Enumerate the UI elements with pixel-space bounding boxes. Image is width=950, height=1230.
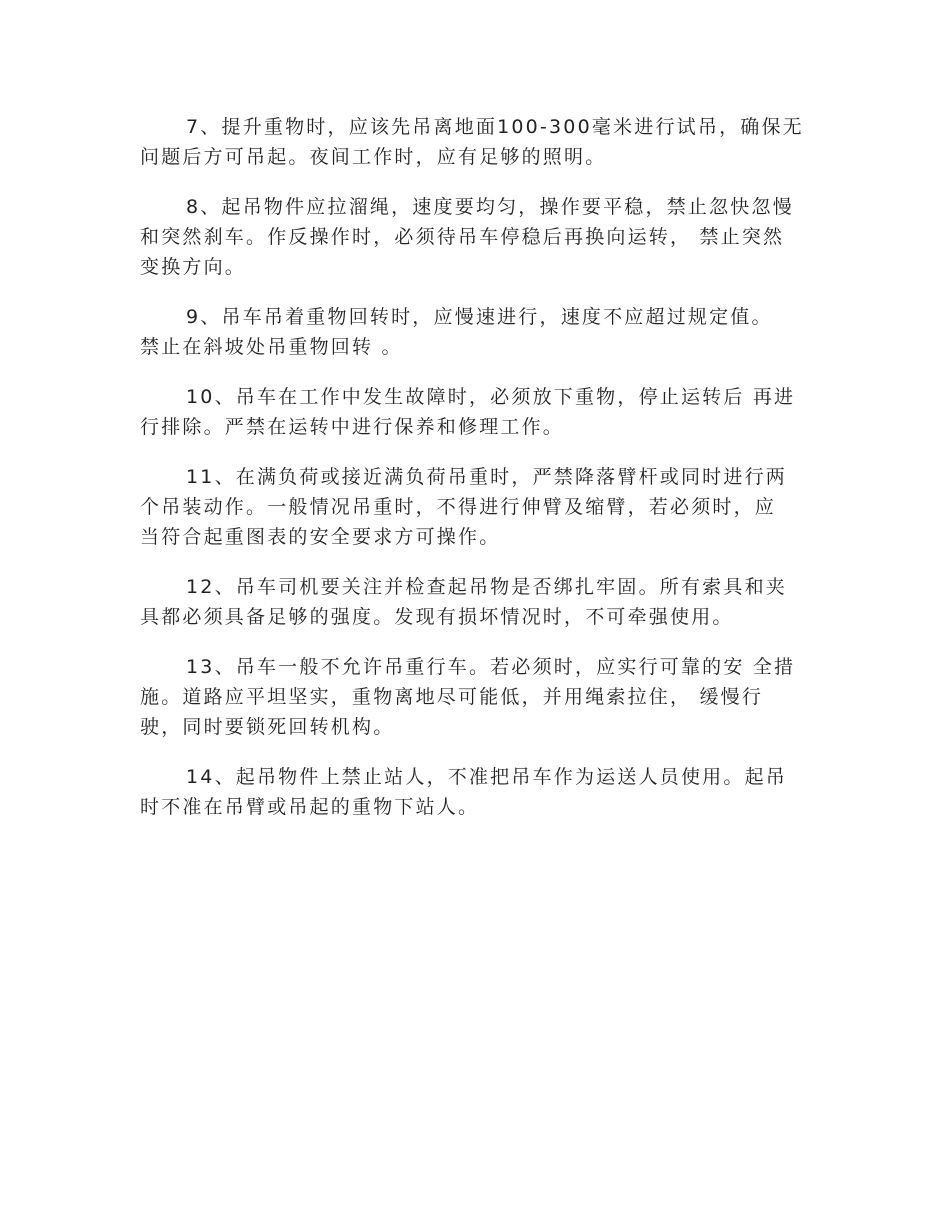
text-line: 14、起吊物件上禁止站人，不准把吊车作为运送人员使用。起吊: [186, 766, 787, 788]
text-line: 具都必须具备足够的强度。发现有损坏情况时，不可牵强使用。: [140, 606, 734, 628]
text-line: 当符合起重图表的安全要求方可操作。: [140, 526, 501, 548]
paragraph-9: [140, 302, 812, 362]
text-line: 13、吊车一般不允许吊重行车。若必须时，应实行可靠的安 全措: [186, 656, 796, 678]
text-line: 变换方向。: [140, 256, 247, 278]
text-line: 问题后方可吊起。夜间工作时，应有足够的照明。: [140, 146, 607, 168]
text-line: 7、提升重物时，应该先吊离地面100-300毫米进行试吊，确保无: [186, 116, 804, 138]
text-line: 10、吊车在工作中发生故障时，必须放下重物，停止运转后 再进: [186, 386, 796, 408]
paragraph-12: [140, 572, 812, 632]
paragraph-7: [140, 112, 812, 172]
text-line: 行排除。严禁在运转中进行保养和修理工作。: [140, 416, 565, 438]
text-line: 和突然刹车。作反操作时，必须待吊车停稳后再换向运转， 禁止突然: [140, 226, 785, 248]
paragraph-11: [140, 462, 812, 552]
paragraph-10: [140, 382, 812, 442]
text-line: 个吊装动作。一般情况吊重时，不得进行伸臂及缩臂，若必须时，应: [140, 496, 777, 518]
text-line: 施。道路应平坦坚实，重物离地尽可能低，并用绳索拉住， 缓慢行: [140, 686, 764, 708]
text-line: 12、吊车司机要关注并检查起吊物是否绑扎牢固。所有索具和夹: [186, 576, 787, 598]
text-line: 9、吊车吊着重物回转时，应慢速进行，速度不应超过规定值。: [186, 306, 773, 328]
document-body: [140, 112, 812, 842]
paragraph-8: [140, 192, 812, 282]
text-line: 禁止在斜坡处吊重物回转 。: [140, 336, 403, 358]
text-line: 11、在满负荷或接近满负荷吊重时，严禁降落臂杆或同时进行两: [186, 466, 787, 488]
text-line: 8、起吊物件应拉溜绳，速度要均匀，操作要平稳，禁止忽快忽慢: [186, 196, 794, 218]
text-line: 驶，同时要锁死回转机构。: [140, 716, 395, 738]
text-line: 时不准在吊臂或吊起的重物下站人。: [140, 796, 480, 818]
paragraph-14: [140, 762, 812, 822]
paragraph-13: [140, 652, 812, 742]
